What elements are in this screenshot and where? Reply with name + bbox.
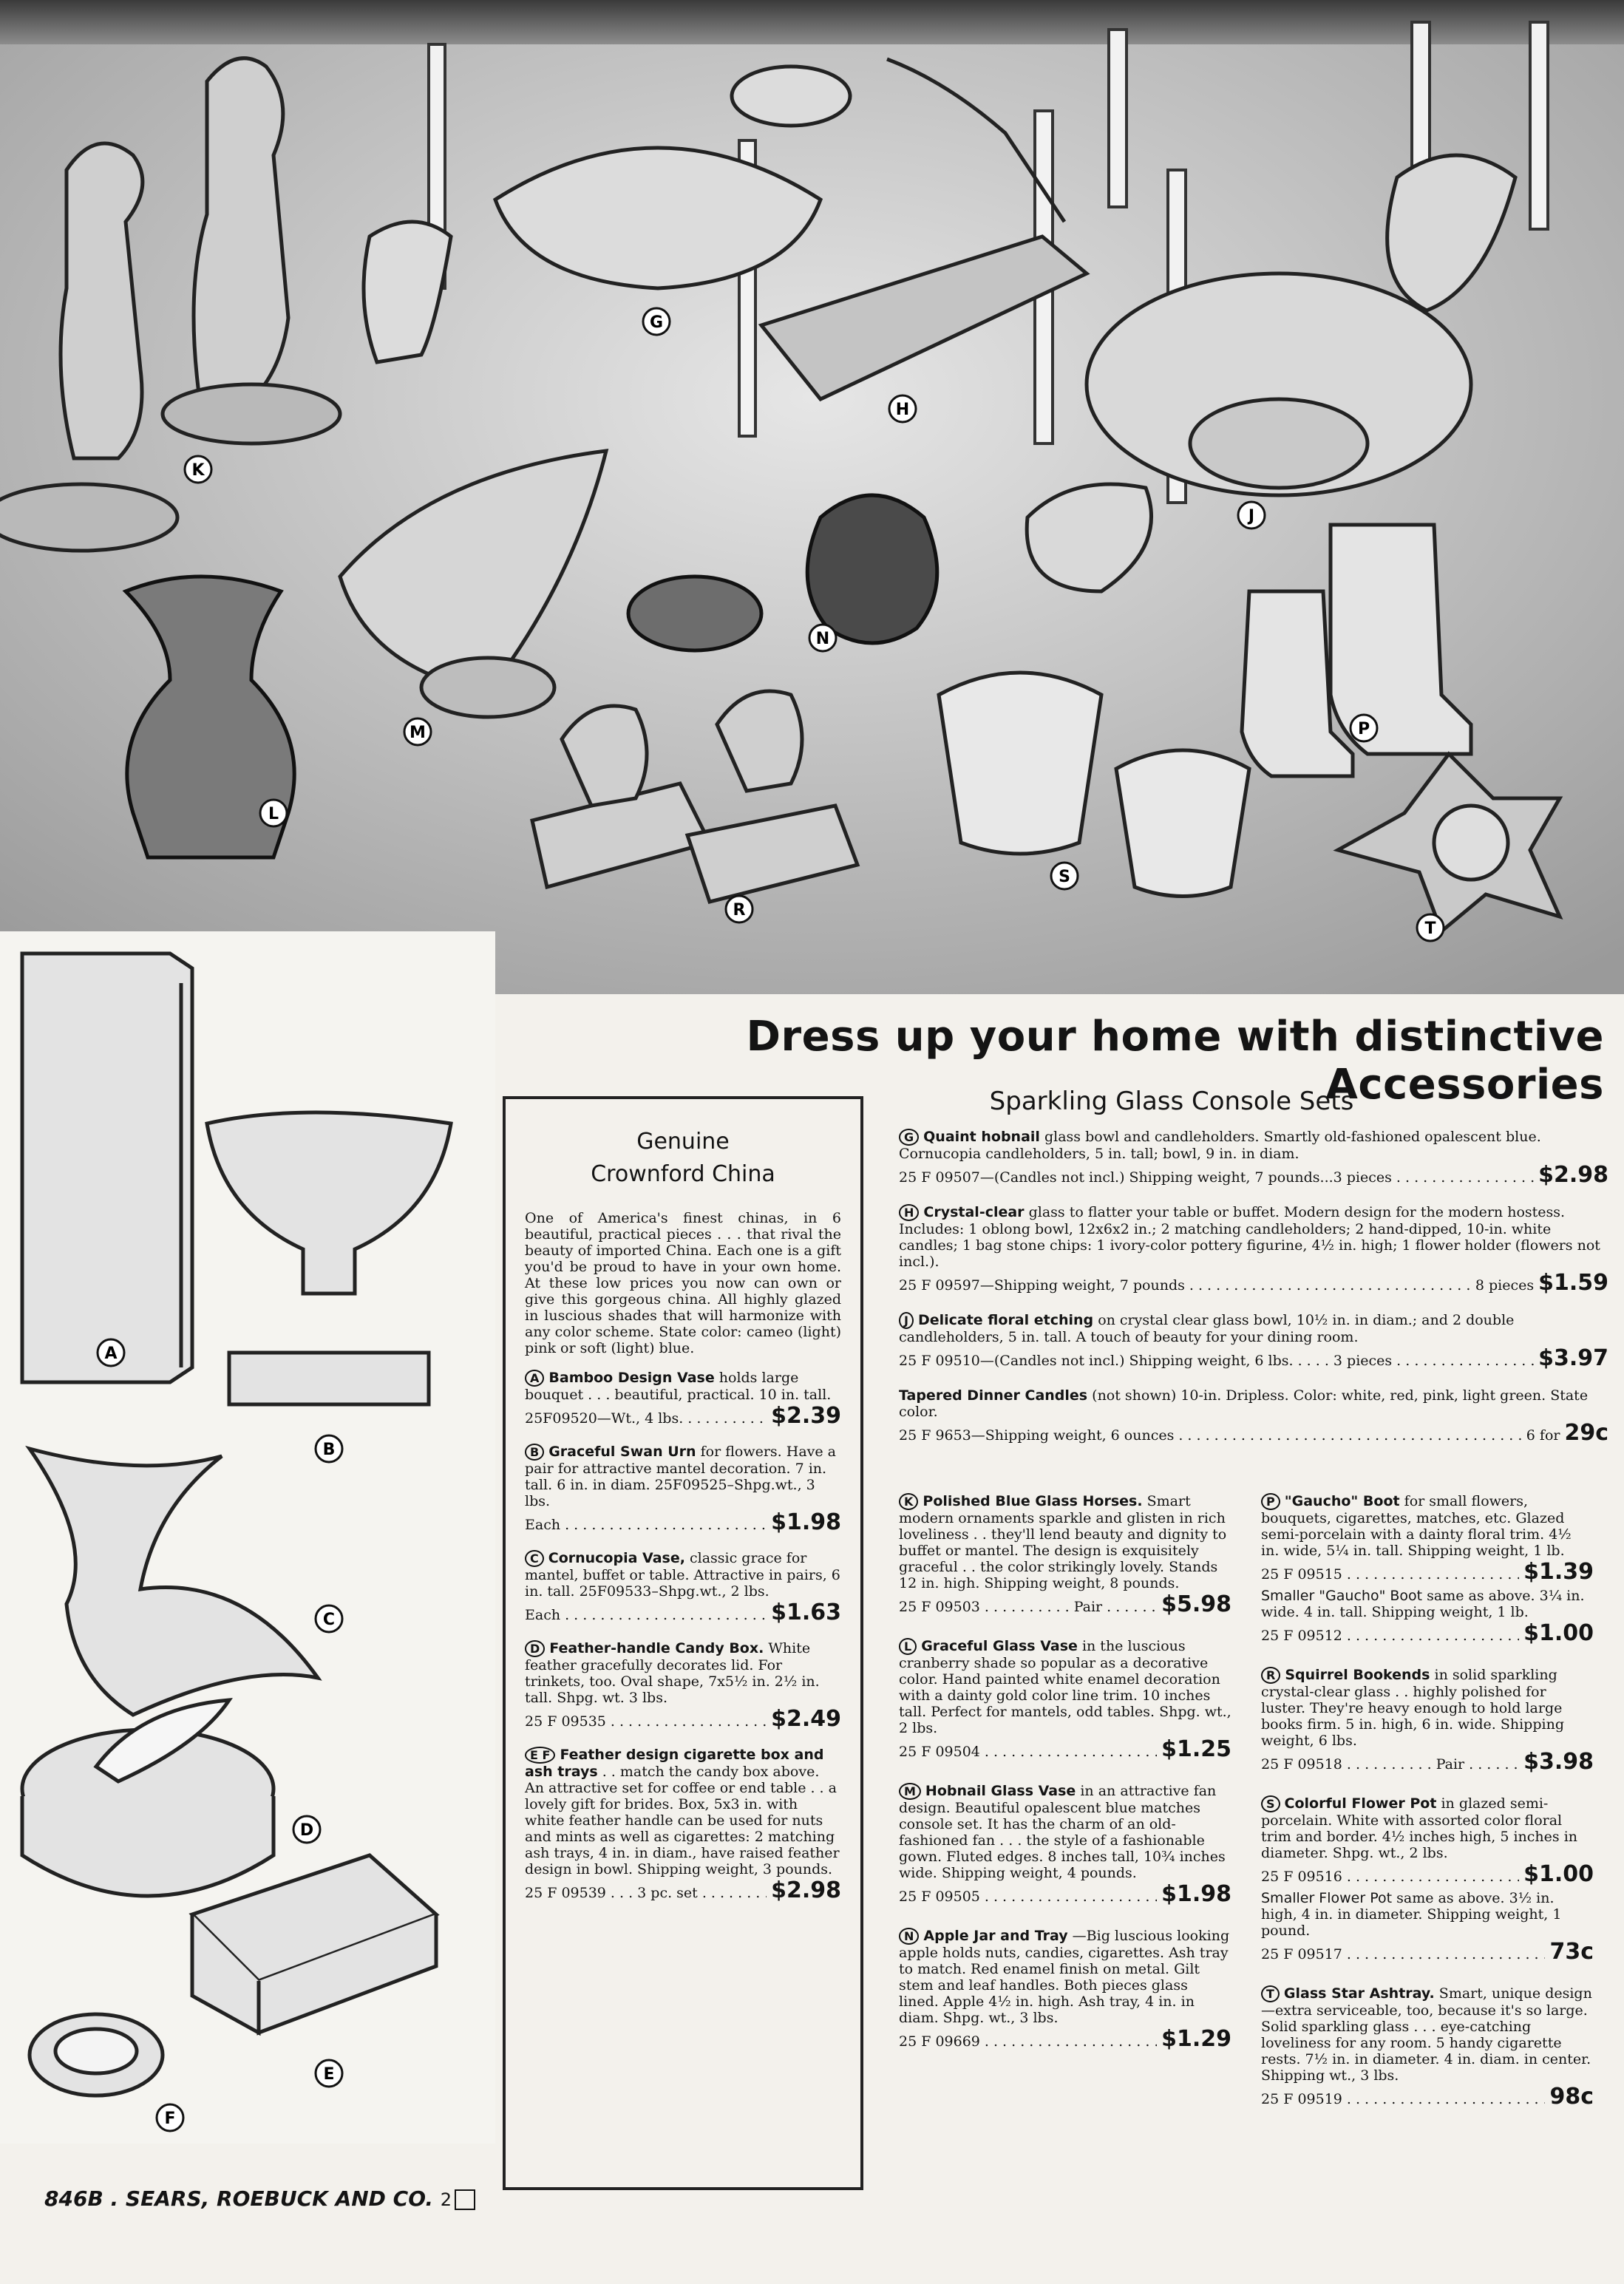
item-text: for small flowers, bouquets, cigarettes, matches, etc. Glazed semi-porcelain with a dainty floral trim. 4½ in. wide, 5¼ in. tall. Shipping weight, 1 lb. [1261, 1493, 1572, 1559]
item-price-row [1261, 2084, 1594, 2110]
checkbox-square-icon [455, 2189, 475, 2210]
leader-dots [1347, 1869, 1519, 1885]
item-code: 25 F 09505 [899, 1889, 980, 1905]
page-number: 846B [44, 2186, 103, 2211]
svg-text:C: C [322, 1611, 336, 1629]
svg-text:D: D [299, 1821, 314, 1840]
item-text: in an attractive fan design. Beautiful opalescent blue matches console set. It has the charm of an old-fashioned fan . . . the style of a fashionable gown. Fluted edges. 8 inches tall, 10¾ inches wide. Shipping weight, 4 pounds. [899, 1783, 1226, 1881]
item-letter: T [1261, 1985, 1280, 2002]
item-letter: S [1261, 1795, 1280, 1812]
item-price-row [899, 1162, 1608, 1188]
letter-l-marker [260, 800, 287, 826]
leader-dots [1469, 1756, 1519, 1773]
letter-t-marker [1417, 914, 1444, 941]
leader-dots [1347, 1946, 1546, 1962]
item-letter: M [899, 1783, 921, 1800]
item-description [899, 1204, 1608, 1270]
item-code: 25 F 09515 [1261, 1566, 1342, 1583]
item-name: Tapered Dinner Candles [899, 1387, 1088, 1404]
catalog-item [899, 1387, 1608, 1446]
svg-text:K: K [191, 461, 205, 480]
leader-dots [1396, 1169, 1534, 1186]
item-extra-description [1261, 1588, 1594, 1620]
item-text: Smart, unique design—extra serviceable, too, because it's so large. Solid sparkling glass . . . eye-catching loveliness for any room. 5 handy cigarette rests. 7½ in. in diameter. 4 in. diam. in center. Shipping wt., 3 lbs. [1261, 1985, 1592, 2084]
svg-text:S: S [1059, 868, 1070, 886]
item-description [899, 1312, 1608, 1345]
item-price-row [1261, 1861, 1594, 1887]
console-sets-list [899, 1129, 1608, 1462]
item-description [525, 1550, 841, 1600]
svg-text:M: M [410, 724, 426, 742]
item-price-row [899, 1591, 1231, 1617]
item-code: 25 F 09510—(Candles not incl.) Shipping weight, 6 lbs. . . . . 3 pieces [899, 1353, 1393, 1369]
item-price-row [525, 1600, 841, 1625]
letter-f-marker [157, 2104, 183, 2131]
item-description [899, 1387, 1608, 1420]
letter-e-marker [316, 2060, 342, 2087]
item-description [899, 1928, 1231, 2026]
leader-dots [1396, 1353, 1534, 1369]
catalog-item [525, 1370, 841, 1429]
item-text: glass to flatter your table or buffet. Modern design for the modern hostess. Includes: 1 oblong bowl, 12x6x2 in.; 2 matching candleholders; 2 hand-dipped, 10-in. white candles; 1 bag stone chips: 1 ivory-color pottery figurine, 4½ in. high; 1 flower holder (flowers not incl.). [899, 1204, 1600, 1270]
item-price-row [899, 1420, 1608, 1446]
product-photo-china [0, 931, 495, 2144]
item-price: $2.98 [1538, 1162, 1608, 1188]
item-price: $1.98 [771, 1509, 841, 1535]
item-text: —Big luscious looking apple holds nuts, candies, cigarettes. Ash tray to match. Red enamel finish on metal. Gilt stem and leaf handles. Both pieces glass lined. Apple 4½ in. high. Ash tray, 4 in. in diam. Shpg. wt., 3 lbs. [899, 1928, 1230, 2026]
svg-text:R: R [733, 901, 746, 920]
item-text: in solid sparkling crystal-clear glass . . highly polished for luster. They're heavy enough to hold large books firm. 5 in. high, 6 in. wide. Shipping weight, 6 lbs. [1261, 1667, 1564, 1749]
item-price-row [899, 1736, 1231, 1762]
item-code: Each [525, 1607, 561, 1623]
company-name: . SEARS, ROEBUCK AND CO. [110, 2186, 434, 2211]
item-price-row [525, 1877, 841, 1903]
item-extra-text: same as above. 3¼ in. wide. 4 in. tall. Shipping weight, 1 lb. [1261, 1588, 1585, 1620]
column-middle [899, 1493, 1231, 2073]
item-price-row [899, 1881, 1231, 1907]
item-price-row [525, 1706, 841, 1732]
item-name: Feather-handle Candy Box. [549, 1640, 764, 1656]
leader-dots [565, 1517, 767, 1533]
catalog-item [1261, 1667, 1594, 1775]
item-letter: B [525, 1444, 544, 1461]
leader-dots [1189, 1277, 1471, 1294]
item-name: Quaint hobnail [923, 1129, 1040, 1145]
item-letter: H [899, 1204, 919, 1221]
leader-dots [985, 2033, 1157, 2050]
item-name: Cornucopia Vase, [548, 1550, 685, 1566]
item-code: 25 F 09507—(Candles not incl.) Shipping weight, 7 pounds...3 pieces [899, 1169, 1392, 1186]
item-price: $1.63 [771, 1600, 841, 1625]
footer-mark: 2 [440, 2189, 452, 2210]
item-code: 25 F 09535 [525, 1713, 606, 1730]
item-price-row [899, 2026, 1231, 2052]
catalog-item [525, 1444, 841, 1535]
catalog-item [899, 1204, 1608, 1296]
item-code: 25 F 09503 . . . . . . . . . . Pair [899, 1599, 1103, 1615]
item-text: holds large bouquet . . . beautiful, practical. 10 in. tall. [525, 1370, 832, 1403]
item-description [525, 1640, 841, 1706]
svg-text:H: H [895, 401, 910, 419]
item-description [1261, 1795, 1594, 1861]
item-extra-name: Smaller "Gaucho" Boot [1261, 1588, 1423, 1604]
catalog-item [899, 1493, 1231, 1617]
item-text: . . match the candy box above. An attractive set for coffee or end table . . a lovely gift for brides. Box, 5x3 in. with white feather handle can be used for nuts and mints as well as cigarettes: 2 matching ash trays, 4 in. in diam., have raised feather design in bowl. Shipping weight, 3 pounds. [525, 1764, 840, 1877]
item-letter: D [525, 1640, 545, 1657]
letter-c-marker [316, 1605, 342, 1632]
item-code: 25 F 09669 [899, 2033, 980, 2050]
letter-r-marker [726, 896, 752, 922]
catalog-item [899, 1638, 1231, 1762]
item-code: 25 F 09504 [899, 1744, 980, 1760]
item-price: 98c [1549, 2084, 1594, 2110]
item-extra-price: 73c [1549, 1939, 1594, 1965]
item-text: in the luscious cranberry shade so popular as a decorative color. Hand painted white enamel decoration with a dainty gold color line trim. 10 inches tall. Perfect for mantels, odd tables. Shpg. wt., 2 lbs. [899, 1638, 1231, 1736]
item-price-row [899, 1345, 1608, 1371]
item-name: Colorful Flower Pot [1284, 1795, 1437, 1812]
catalog-item [899, 1129, 1608, 1188]
leader-dots [565, 1607, 767, 1623]
svg-text:T: T [1424, 920, 1436, 938]
letter-k-marker [185, 456, 211, 483]
item-price-row [1261, 1559, 1594, 1585]
item-description [525, 1370, 841, 1403]
item-letter: K [899, 1493, 918, 1510]
item-description [1261, 1667, 1594, 1749]
item-description [899, 1129, 1608, 1162]
leader-dots [985, 1744, 1157, 1760]
item-name: Polished Blue Glass Horses. [923, 1493, 1143, 1509]
item-text: classic grace for mantel, buffet or table. Attractive in pairs, 6 in. tall. 25F09533–Shpg.wt., 2 lbs. [525, 1550, 840, 1600]
svg-text:N: N [815, 630, 830, 648]
catalog-item [525, 1747, 841, 1903]
item-price: $1.29 [1161, 2026, 1231, 2052]
item-price-row [899, 1270, 1608, 1296]
leader-dots [702, 1885, 767, 1901]
item-name: Graceful Glass Vase [921, 1638, 1078, 1654]
item-price: $2.49 [771, 1706, 841, 1732]
catalog-item [525, 1550, 841, 1625]
item-letter: E F [525, 1747, 555, 1764]
catalog-item [1261, 1493, 1594, 1646]
catalog-item [525, 1640, 841, 1732]
item-price: $3.97 [1538, 1345, 1608, 1371]
item-name: Bamboo Design Vase [548, 1370, 715, 1386]
letter-p-marker [1350, 715, 1377, 741]
item-text: White feather gracefully decorates lid. For trinkets, too. Oval shape, 7x5½ in. 2½ in. tall. Shpg. wt. 3 lbs. [525, 1640, 820, 1706]
item-price: 29c [1564, 1420, 1608, 1446]
item-price: $1.98 [1161, 1881, 1231, 1907]
item-extra-code: 25 F 09517 [1261, 1946, 1342, 1962]
item-letter: A [525, 1370, 544, 1387]
svg-text:B: B [322, 1441, 336, 1459]
item-text: (not shown) 10-in. Dripless. Color: white, red, pink, light green. State color. [899, 1387, 1589, 1420]
item-quantity: 6 for [1526, 1427, 1560, 1444]
item-letter: G [899, 1129, 919, 1146]
item-description [899, 1783, 1231, 1881]
item-letter: L [899, 1638, 917, 1655]
leader-dots [985, 1889, 1157, 1905]
item-name: Apple Jar and Tray [923, 1928, 1068, 1944]
item-description [1261, 1493, 1594, 1559]
item-price: $1.39 [1523, 1559, 1594, 1585]
item-name: Squirrel Bookends [1285, 1667, 1430, 1683]
item-text: in glazed semi-porcelain. White with assorted color floral trim and border. 4½ inches high, 5 inches in diameter. Shpg. wt., 2 lbs. [1261, 1795, 1578, 1861]
item-name: Delicate floral etching [917, 1312, 1094, 1328]
item-extra-price-row [1261, 1620, 1594, 1646]
leader-dots [1107, 1599, 1157, 1615]
item-extra-code: 25 F 09512 [1261, 1628, 1342, 1644]
letter-b-marker [316, 1435, 342, 1462]
column-right [1261, 1493, 1594, 2130]
item-price: $5.98 [1161, 1591, 1231, 1617]
catalog-item [1261, 1985, 1594, 2110]
svg-text:E: E [323, 2065, 335, 2084]
ash-tray-illustration [30, 2014, 163, 2096]
item-quantity: 8 pieces [1475, 1277, 1535, 1294]
svg-text:F: F [164, 2110, 176, 2128]
letter-j-marker [1238, 502, 1265, 528]
item-letter: C [525, 1550, 544, 1567]
svg-text:J: J [1248, 507, 1255, 526]
item-price-row [525, 1403, 841, 1429]
catalog-item [899, 1928, 1231, 2052]
page-footer [44, 2186, 475, 2211]
item-code: 25 F 9653—Shipping weight, 6 ounces [899, 1427, 1175, 1444]
crownford-title-2: Crownford China [591, 1161, 775, 1187]
letter-s-marker [1051, 863, 1078, 889]
letter-g-marker [643, 308, 670, 335]
item-name: Feather design cigarette box and ash trays [525, 1747, 824, 1780]
item-price: $3.98 [1523, 1749, 1594, 1775]
letter-n-marker [809, 625, 836, 651]
item-letter: N [899, 1928, 919, 1945]
item-code: 25 F 09516 [1261, 1869, 1342, 1885]
bamboo-vase-illustration [22, 954, 192, 1382]
item-price: $1.00 [1523, 1861, 1594, 1887]
product-photo-glassware [0, 0, 1624, 994]
item-code: 25 F 09518 . . . . . . . . . . Pair [1261, 1756, 1465, 1773]
letter-h-marker [889, 395, 916, 422]
svg-text:A: A [104, 1345, 118, 1363]
item-code: 25 F 09519 [1261, 2091, 1342, 2107]
svg-text:L: L [268, 805, 279, 823]
item-name: Crystal-clear [923, 1204, 1025, 1220]
item-code: 25F09520—Wt., 4 lbs. [525, 1410, 684, 1427]
item-text: on crystal clear glass bowl, 10½ in. in diam.; and 2 double candleholders, 5 in. tall. A touch of beauty for your dining room. [899, 1312, 1515, 1345]
leader-dots [687, 1410, 767, 1427]
item-description [525, 1747, 841, 1877]
item-price: $2.39 [771, 1403, 841, 1429]
item-price: $1.25 [1161, 1736, 1231, 1762]
item-description [525, 1444, 841, 1509]
item-letter: J [899, 1312, 914, 1329]
leader-dots [1347, 1566, 1519, 1583]
svg-text:P: P [1357, 720, 1370, 738]
item-extra-price: $1.00 [1523, 1620, 1594, 1646]
letter-d-marker [293, 1816, 320, 1843]
item-text: glass bowl and candleholders. Smartly old-fashioned opalescent blue. Cornucopia candleholders, 5 in. tall; bowl, 9 in. in diam. [899, 1129, 1541, 1162]
catalog-item [899, 1783, 1231, 1907]
item-description [1261, 1985, 1594, 2084]
leader-dots [1347, 1628, 1519, 1644]
svg-text:G: G [649, 313, 664, 332]
item-name: "Gaucho" Boot [1284, 1493, 1400, 1509]
item-text: for flowers. Have a pair for attractive mantel decoration. 7 in. tall. 6 in. in diam. 25F09525–Shpg.wt., 3 lbs. [525, 1444, 837, 1509]
leader-dots [1178, 1427, 1521, 1444]
leader-dots [611, 1713, 767, 1730]
console-sets-title: Sparkling Glass Console Sets [989, 1087, 1354, 1116]
item-letter: P [1261, 1493, 1280, 1510]
letter-m-marker [404, 718, 431, 745]
item-description [899, 1638, 1231, 1736]
letter-a-marker [98, 1339, 124, 1366]
catalog-item [1261, 1795, 1594, 1965]
item-name: Glass Star Ashtray. [1283, 1985, 1435, 2002]
item-extra-name: Smaller Flower Pot [1261, 1890, 1393, 1906]
item-code: 25 F 09539 . . . 3 pc. set [525, 1885, 698, 1901]
catalog-item [899, 1312, 1608, 1371]
item-text: Smart modern ornaments sparkle and glisten in rich loveliness . . they'll lend beauty and dignity to buffet or mantel. The design is exquisitely graceful . . the color strikingly lovely. Stands 12 in. high. Shipping weight, 8 pounds. [899, 1493, 1227, 1591]
page-headline: Dress up your home with distinctive Accessories [746, 1013, 1604, 1109]
item-code: 25 F 09597—Shipping weight, 7 pounds [899, 1277, 1185, 1294]
item-code: Each [525, 1517, 561, 1533]
item-extra-description [1261, 1890, 1594, 1939]
item-letter: R [1261, 1667, 1280, 1684]
item-price-row [1261, 1749, 1594, 1775]
item-name: Hobnail Glass Vase [925, 1783, 1076, 1799]
item-extra-text: same as above. 3½ in. high, 4 in. in diameter. Shipping weight, 1 pound. [1261, 1890, 1562, 1939]
crownford-title-1: Genuine [636, 1129, 730, 1155]
item-description [899, 1493, 1231, 1591]
item-name: Graceful Swan Urn [548, 1444, 696, 1460]
crownford-intro: One of America's finest chinas, in 6 beautiful, practical pieces . . . that rival the beauty of imported China. Each one is a gift you'd be proud to have in your own home. At these low prices you now can own or give this gorgeous china. All highly glazed in luscious shades that will harmonize with any color scheme. State color: cameo (light) pink or soft (light) blue. [525, 1210, 841, 1356]
crownford-china-box [503, 1096, 863, 2190]
item-price: $1.59 [1538, 1270, 1608, 1296]
item-extra-price-row [1261, 1939, 1594, 1965]
leader-dots [1347, 2091, 1546, 2107]
item-price: $2.98 [771, 1877, 841, 1903]
item-price-row [525, 1509, 841, 1535]
